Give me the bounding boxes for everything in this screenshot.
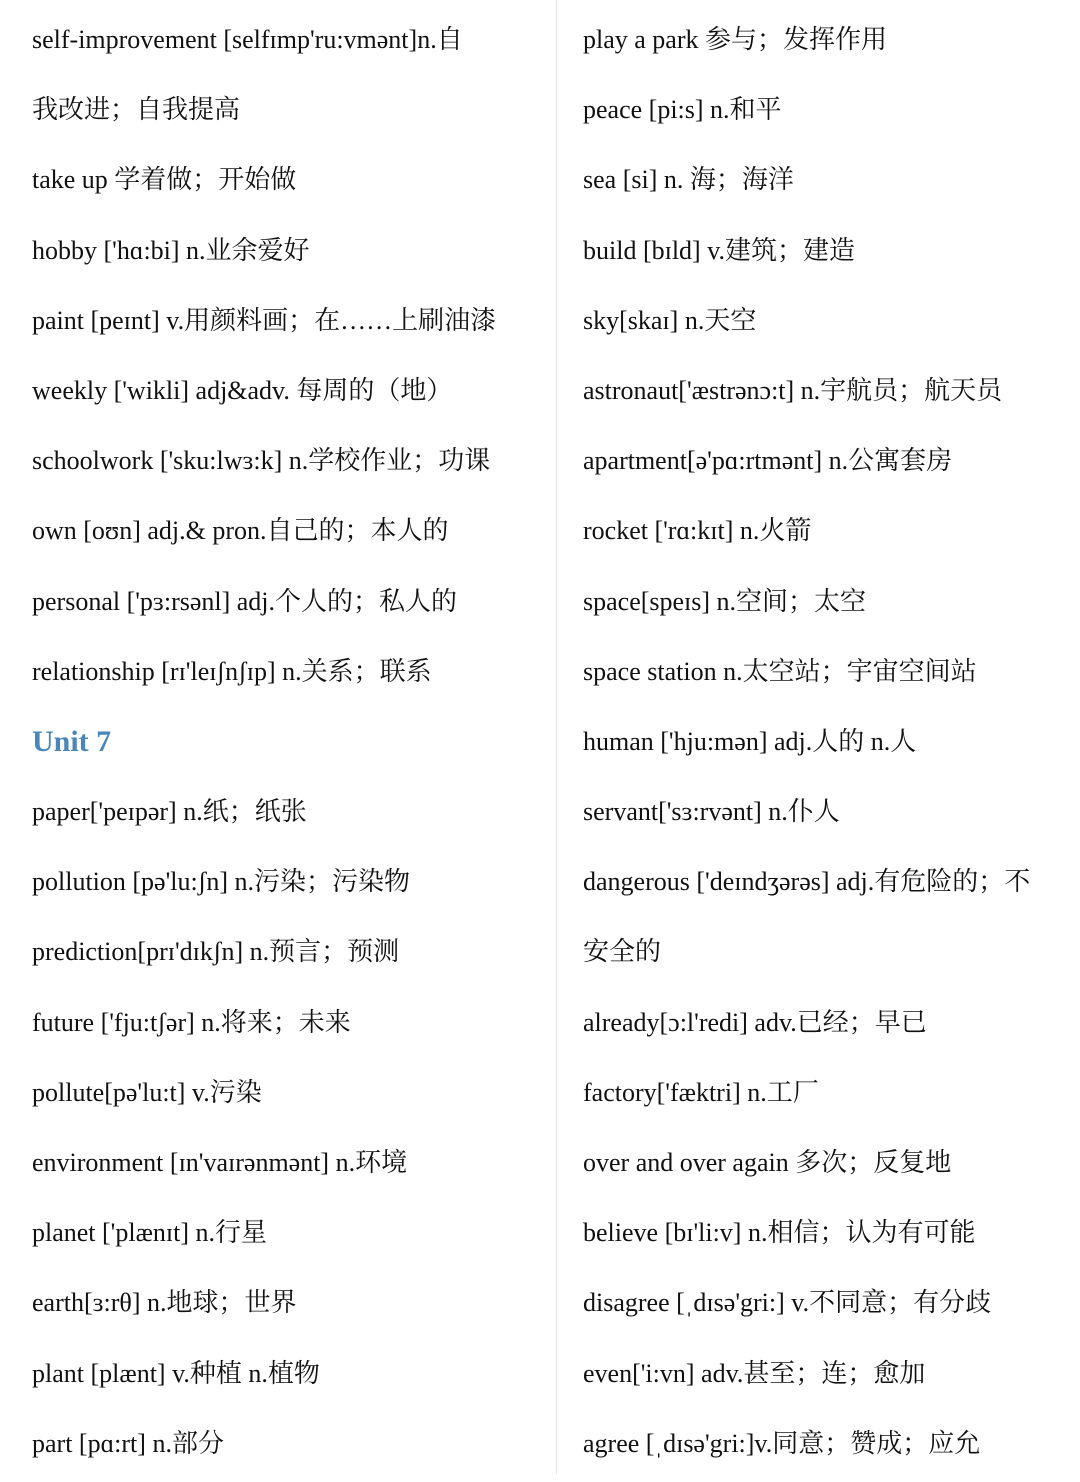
left-vocab-line: environment [ɪn'vaɪrənmənt] n.环境 <box>32 1148 408 1177</box>
left-vocab-line: take up 学着做；开始做 <box>32 165 297 195</box>
right-vocab-line: agree [ˌdɪsə'gri:]v.同意；赞成；应允 <box>583 1428 981 1458</box>
left-vocab-line: earth[ɜ:rθ] n.地球；世界 <box>32 1288 297 1318</box>
right-vocab-line: believe [bɪ'li:v] n.相信；认为有可能 <box>583 1218 976 1248</box>
right-vocab-line: play a park 参与；发挥作用 <box>583 25 888 54</box>
right-vocab-line: peace [pi:s] n.和平 <box>583 95 782 125</box>
right-vocab-line: astronaut['æstrənɔ:t] n.宇航员；航天员 <box>583 375 1003 405</box>
left-vocab-line: pollution [pə'lu:ʃn] n.污染；污染物 <box>32 867 411 897</box>
left-vocab-line: own [oʊn] adj.& pron.自己的；本人的 <box>32 516 449 546</box>
left-vocab-line: prediction[prɪ'dɪkʃn] n.预言；预测 <box>32 937 400 967</box>
right-vocab-line: space station n.太空站；宇宙空间站 <box>583 656 977 686</box>
left-vocab-line: paint [peɪnt] v.用颜料画；在……上刷油漆 <box>32 305 497 335</box>
right-vocab-line: already[ɔ:l'redi] adv.已经；早已 <box>583 1007 927 1037</box>
right-vocab-line: even['i:vn] adv.甚至；连；愈加 <box>583 1358 926 1388</box>
column-divider <box>556 0 557 1474</box>
right-vocab-line: servant['sɜ:rvənt] n.仆人 <box>583 797 840 827</box>
right-vocab-line: dangerous ['deɪndʒərəs] adj.有危险的；不 <box>583 867 1031 897</box>
left-vocab-line: relationship [rɪ'leɪʃnʃɪp] n.关系；联系 <box>32 656 432 686</box>
left-vocab-line: hobby ['hɑ:bi] n.业余爱好 <box>32 235 310 265</box>
left-vocab-line: paper['peɪpər] n.纸；纸张 <box>32 797 307 827</box>
left-vocab-line: plant [plænt] v.种植 n.植物 <box>32 1358 320 1388</box>
right-vocab-line: 安全的 <box>583 937 662 967</box>
left-vocab-line: weekly ['wikli] adj&adv. 每周的（地） <box>32 375 453 405</box>
left-vocab-line: schoolwork ['sku:lwɜ:k] n.学校作业；功课 <box>32 446 491 476</box>
right-vocabulary-column <box>583 8 1080 1482</box>
right-vocab-line: sky[skaɪ] n.天空 <box>583 305 757 335</box>
right-vocab-line: rocket ['rɑ:kɪt] n.火箭 <box>583 516 812 546</box>
left-vocab-line: pollute[pə'lu:t] v.污染 <box>32 1077 262 1107</box>
right-vocab-line: build [bɪld] v.建筑；建造 <box>583 235 856 265</box>
right-vocab-line: disagree [ˌdɪsə'gri:] v.不同意；有分歧 <box>583 1288 992 1318</box>
right-vocab-line: space[speɪs] n.空间；太空 <box>583 586 867 616</box>
right-vocab-line: human ['hju:mən] adj.人的 n.人 <box>583 726 917 756</box>
left-vocab-line: 我改进；自我提高 <box>32 95 241 125</box>
left-vocab-line: self-improvement [selfɪmp'ru:vmənt]n.自 <box>32 25 463 54</box>
right-vocab-line: apartment[ə'pɑ:rtmənt] n.公寓套房 <box>583 446 953 476</box>
right-vocab-line: sea [si] n. 海；海洋 <box>583 165 794 195</box>
right-vocab-line: over and over again 多次；反复地 <box>583 1148 952 1177</box>
left-vocab-line: planet ['plænɪt] n.行星 <box>32 1218 268 1248</box>
unit-heading: Unit 7 <box>32 724 112 758</box>
left-vocab-line: part [pɑ:rt] n.部分 <box>32 1428 224 1458</box>
left-vocab-line: personal ['pɜ:rsənl] adj.个人的；私人的 <box>32 586 458 616</box>
right-vocab-line: factory['fæktri] n.工厂 <box>583 1077 819 1107</box>
left-vocabulary-column <box>32 8 552 1482</box>
left-vocab-line: future ['fju:tʃər] n.将来；未来 <box>32 1007 351 1037</box>
